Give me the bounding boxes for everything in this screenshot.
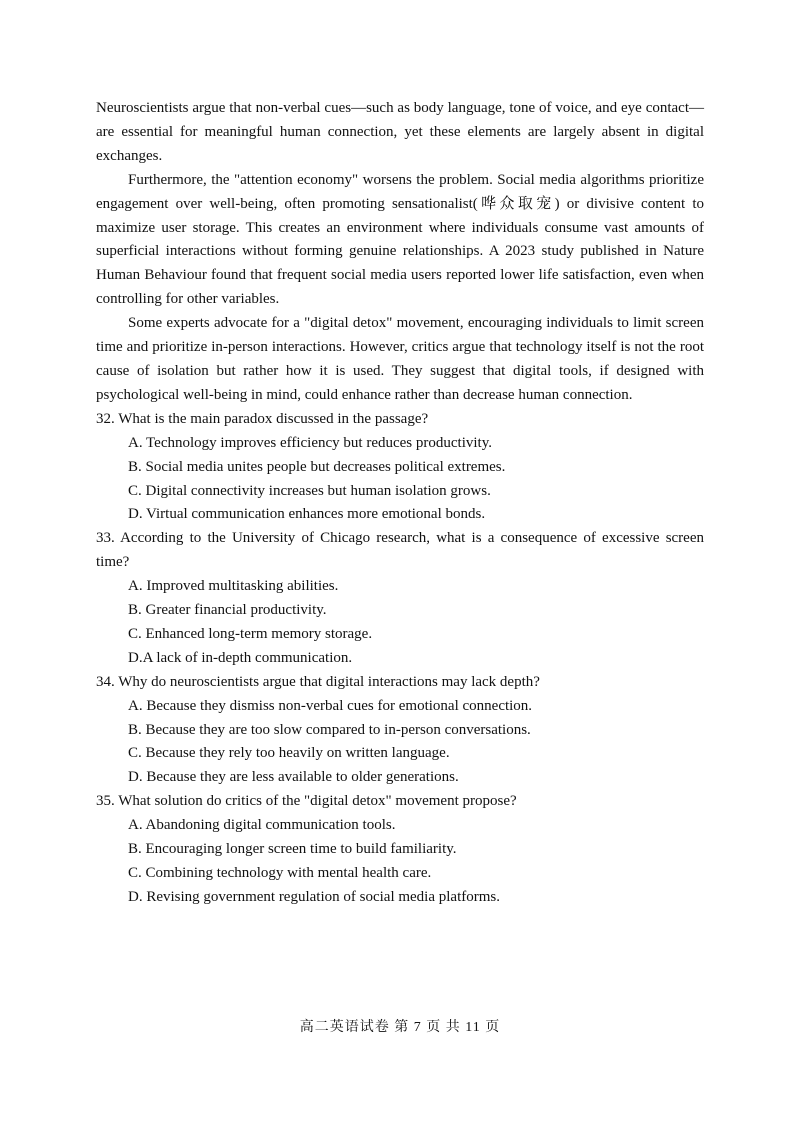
answer-options [96,432,704,528]
reading-passage [96,97,704,408]
question-34 [96,671,704,791]
option-d: D.A lack of in-depth communication. [128,649,353,666]
option-d: D. Virtual communication enhances more emotional bonds. [128,506,486,523]
option-b: B. Encouraging longer screen time to build familiarity. [128,841,457,858]
option-c: C. Because they rely too heavily on written language. [128,745,450,762]
option-d: D. Because they are less available to older generations. [128,769,459,786]
question-stem: 33. According to the University of Chicago research, what is a consequence of excessive screen time? [96,530,704,571]
option-c: C. Digital connectivity increases but human isolation grows. [128,482,491,499]
option-c: C. Combining technology with mental health care. [128,865,432,881]
question-stem: 34. Why do neuroscientists argue that digital interactions may lack depth? [96,673,540,690]
passage-paragraph: Furthermore, the "attention economy" worsens the problem. Social media algorithms prioritize engagement over well-being, often promoting sensationalist(哗众取宠) or divisive content to maximize user storage. This creates an environment where individuals consume vast amounts of superficial interactions without forming genuine relationships. A 2023 study published in Nature Human Behaviour found that frequent social media users reported lower life satisfaction, even when controlling for other variables. [96,171,704,308]
question-32 [96,408,704,528]
option-a: A. Technology improves efficiency but reduces productivity. [128,434,492,451]
page-footer: 高二英语试卷 第 7 页 共 11 页 [299,1020,501,1035]
option-b: B. Because they are too slow compared to in-person conversations. [128,721,531,738]
option-a: A. Improved multitasking abilities. [128,578,339,595]
question-35 [96,790,704,910]
exam-page [96,97,704,910]
passage-paragraph: Some experts advocate for a "digital detox" movement, encouraging individuals to limit screen time and prioritize in-person interactions. However, critics argue that technology itself is not the root cause of isolation but rather how it is used. They suggest that digital tools, if designed with psychological well-being in mind, could enhance rather than decrease human connection. [96,315,704,403]
option-c: C. Enhanced long-term memory storage. [128,625,373,642]
option-a: A. Because they dismiss non-verbal cues for emotional connection. [128,697,533,714]
option-d: D. Revising government regulation of social media platforms. [128,888,500,905]
option-b: B. Greater financial productivity. [128,602,327,619]
question-33 [96,527,704,670]
question-stem: 32. What is the main paradox discussed in the passage? [96,410,429,427]
option-a: A. Abandoning digital communication tools. [128,817,396,834]
option-b: B. Social media unites people but decreases political extremes. [128,458,506,475]
question-stem: 35. What solution do critics of the "digital detox" movement propose? [96,793,517,810]
answer-options [96,575,704,671]
passage-paragraph: Neuroscientists argue that non-verbal cues—such as body language, tone of voice, and eye contact—are essential for meaningful human connection, yet these elements are largely absent in digital exchanges. [96,100,704,164]
answer-options [96,695,704,791]
answer-options [96,814,704,910]
